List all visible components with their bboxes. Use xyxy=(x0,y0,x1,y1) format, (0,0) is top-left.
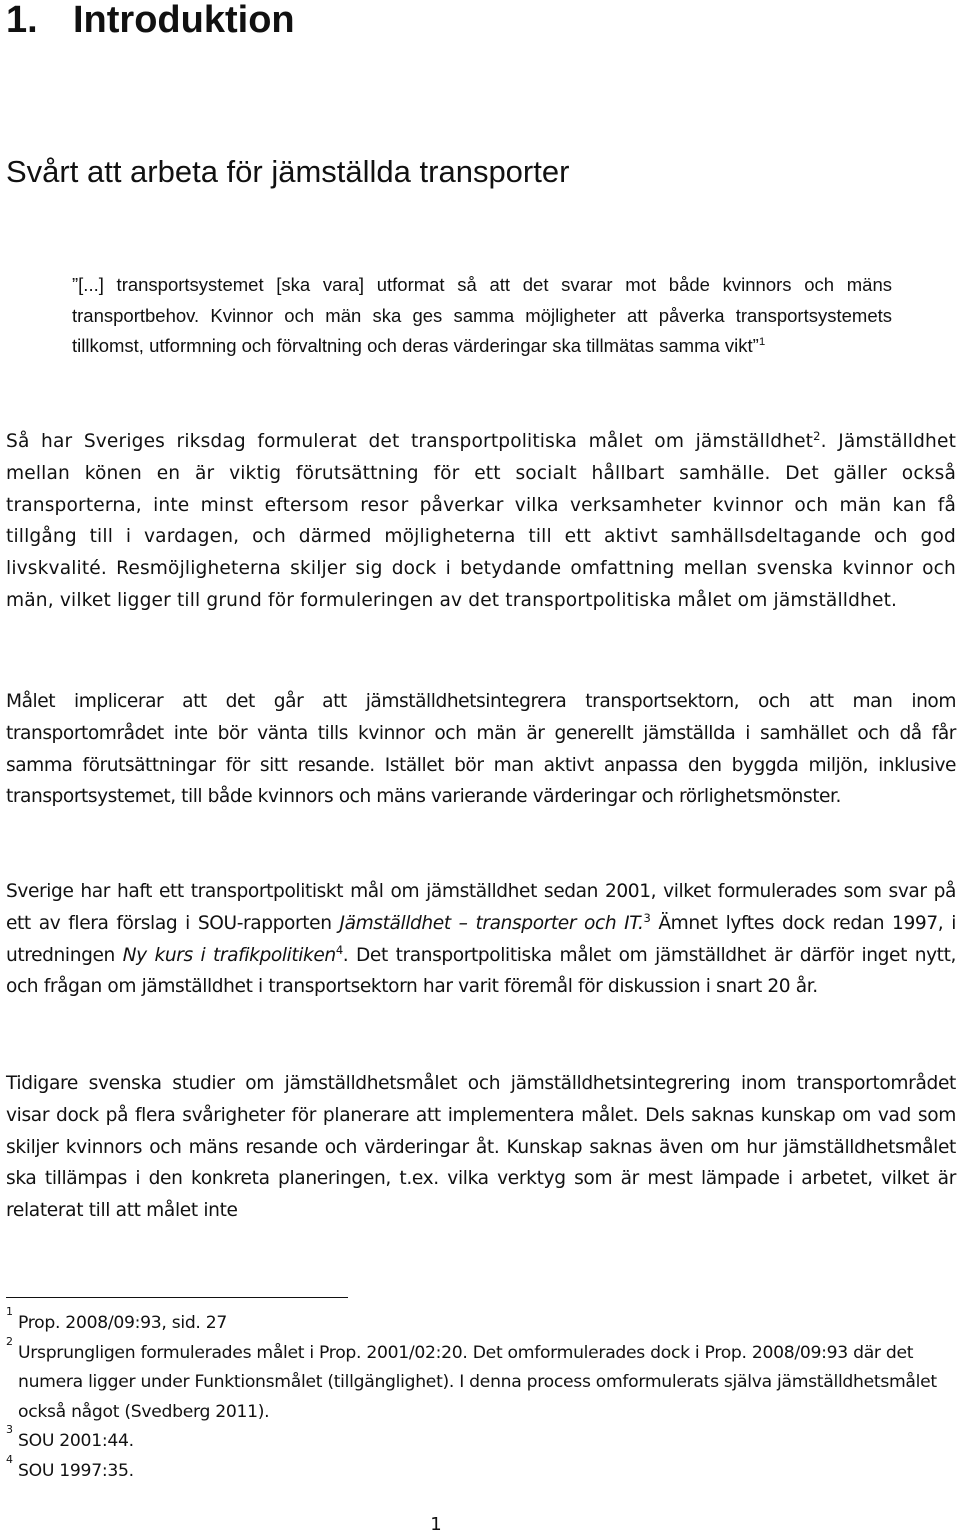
footnote-text: Ursprungligen formulerades målet i Prop. 2001/02:20. Det omformulerades dock i Prop. 2008/09:93 där det numera ligger under Funktionsmålet (tillgänglighet). I denna process omformulerats själva jämställdhetsmålet också något (Svedberg 2011). xyxy=(18,1342,937,1422)
footnote-ref-1[interactable]: 1 xyxy=(758,336,766,349)
chapter-heading xyxy=(6,0,295,40)
footnote-2 xyxy=(6,1334,956,1428)
footnote-number: 4 xyxy=(6,1452,13,1466)
footnote-ref-4[interactable]: 4 xyxy=(335,942,343,957)
footnote-text: Prop. 2008/09:93, sid. 27 xyxy=(18,1313,228,1333)
paragraph-text: Så har Sveriges riksdag formulerat det transportpolitiska målet om jämställdhet xyxy=(6,431,814,452)
paragraph-text: Sverige har haft ett transportpolitiskt mål om jämställdhet sedan 2001, vilket formulerades som svar på ett av flera förslag i SOU-rapporten xyxy=(6,881,956,934)
footnote-divider xyxy=(6,1297,348,1298)
footnote-1 xyxy=(6,1305,956,1339)
footnote-number: 1 xyxy=(6,1305,13,1318)
footnote-number: 3 xyxy=(6,1423,13,1437)
quote-text: ”[...] transportsystemet [ska vara] utformat så att det svarar mot både kvinnors och mäns transportbehov. Kvinnor och män ska ges samma möjligheter att påverka transportsystemets tillkomst, utformning och förvaltning och deras värderingar ska tillmätas samma vikt” xyxy=(72,274,892,356)
footnote-text: SOU 2001:44. xyxy=(18,1431,134,1452)
section-heading: Svårt att arbeta för jämställda transporter xyxy=(6,154,570,189)
chapter-title: Introduktion xyxy=(73,0,295,41)
footnote-text: SOU 1997:35. xyxy=(18,1460,134,1481)
paragraph-text: . Jämställdhet mellan könen en är viktig förutsättning för ett socialt hållbart samhälle. Det gäller också transporterna, inte minst eftersom resor påverkar vilka verksamheter kvinnor och män kan få tillgång till i vardagen, och därmed möjligheterna till ett aktivt samhällsdeltagande och god livskvalité. Resmöjligheterna skiljer sig dock i betydande omfattning mellan svenska kvinnor och män, vilket ligger till grund för formuleringen av det transportpolitiska målet om jämställdhet. xyxy=(6,431,957,611)
footnote-3 xyxy=(6,1423,956,1457)
footnotes xyxy=(6,1305,956,1487)
body-paragraph-3 xyxy=(6,876,956,1003)
inquiry-title-italic: Ny kurs i trafikpolitiken xyxy=(122,944,336,966)
body-paragraph-4: Tidigare svenska studier om jämställdhetsmålet och jämställdhetsintegrering inom transportområdet visar dock på flera svårigheter för planerare att implementera målet. Dels saknas kunskap om vad som skiljer kvinnors och mäns resande och värderingar åt. Kunskap saknas även om hur jämställdhetsmålet ska tillämpas i den konkreta planeringen, t.ex. vilka verktyg som är mest lämpade i arbetet, vilket är relaterat till att målet inte xyxy=(6,1073,956,1222)
footnote-ref-3[interactable]: 3 xyxy=(643,910,651,925)
paragraph-text: Ämnet lyftes dock redan 1997, i utredningen xyxy=(6,912,956,966)
chapter-number: 1. xyxy=(6,0,38,41)
body-paragraph-1 xyxy=(6,426,956,617)
paragraph-text: . Det transportpolitiska målet om jämställdhet är därför inget nytt, och frågan om jämställdhet i transportsektorn har varit föremål för diskussion i snart 20 år. xyxy=(6,944,956,998)
footnote-number: 2 xyxy=(6,1334,13,1348)
footnote-4 xyxy=(6,1452,956,1487)
body-paragraph-2: Målet implicerar att det går att jämställdhetsintegrera transportsektorn, och att man inom transportområdet inte bör vänta tills kvinnor och män är generellt jämställda i samhället och då får samma förutsättningar för sitt resande. Istället bör man aktivt anpassa den byggda miljön, inklusive transportsystemet, till både kvinnors och mäns varierande värderingar och rörlighetsmönster. xyxy=(6,691,956,808)
block-quote xyxy=(72,270,892,362)
page-number: 1 xyxy=(430,1514,442,1535)
report-title-italic: Jämställdhet – transporter och IT. xyxy=(339,912,644,934)
footnote-ref-2[interactable]: 2 xyxy=(813,429,821,444)
